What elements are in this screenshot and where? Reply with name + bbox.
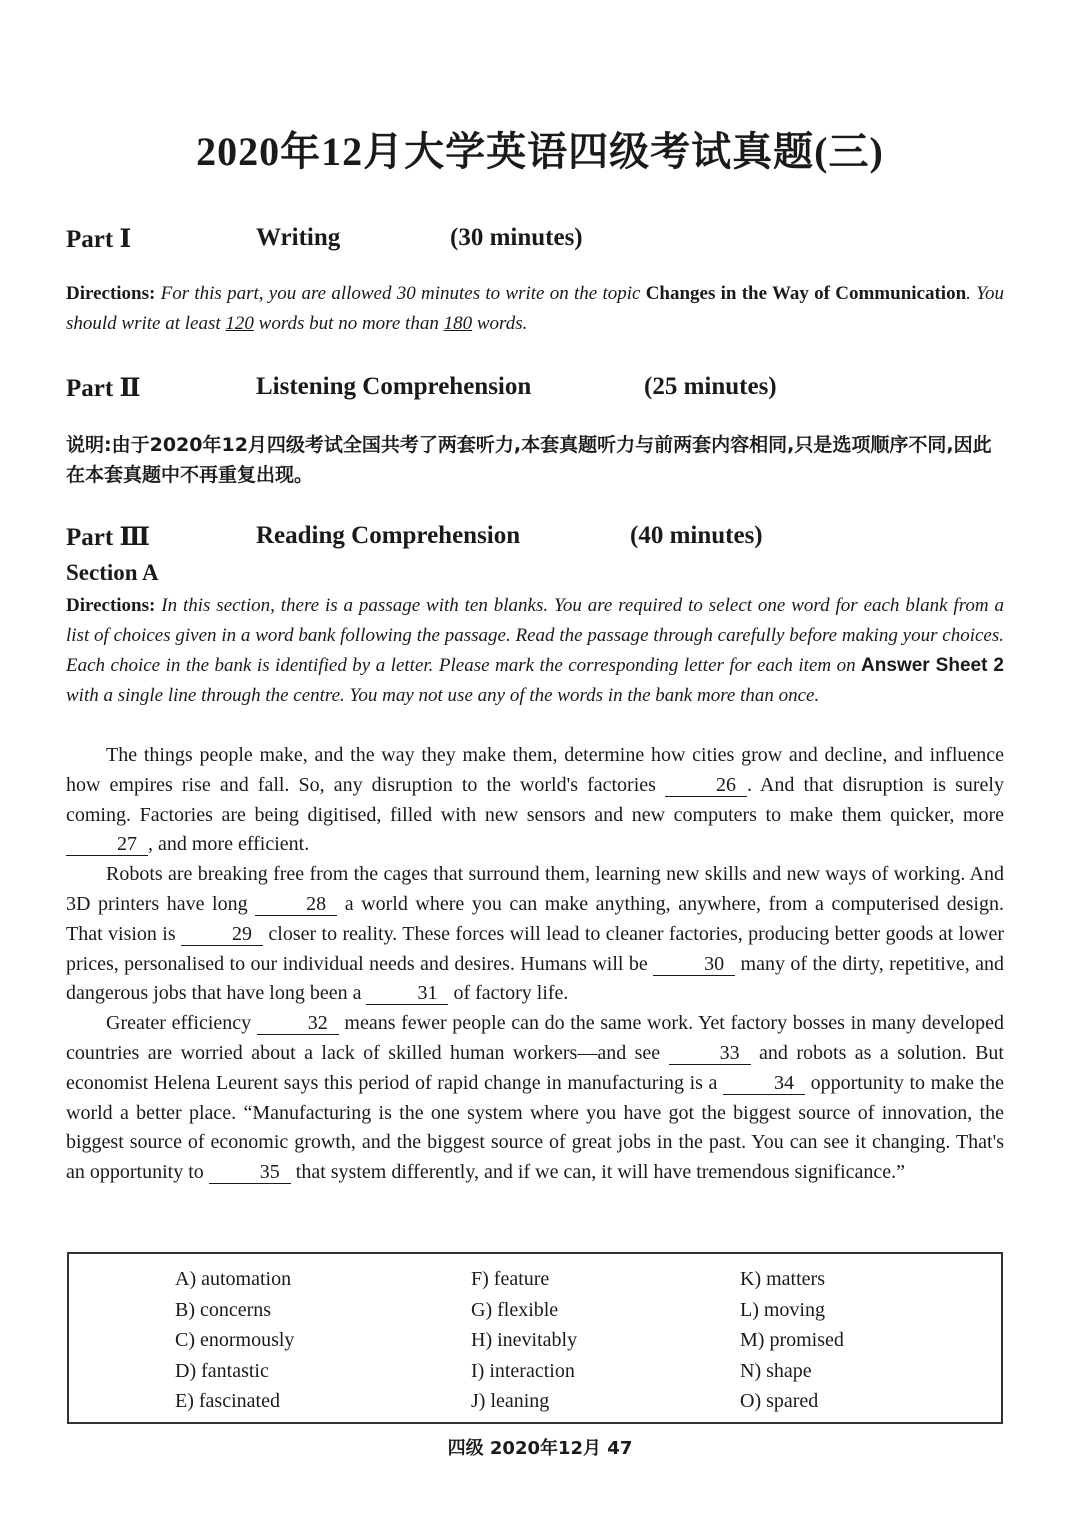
passage-text: of factory life. xyxy=(448,982,569,1005)
part2-time: (25 minutes) xyxy=(644,373,777,400)
blank-34: 34 xyxy=(723,1072,805,1095)
answer-sheet-label: Answer Sheet 2 xyxy=(861,655,1004,676)
part1-name: Writing xyxy=(256,224,341,251)
blank-30: 30 xyxy=(653,953,735,976)
directions-label: Directions: xyxy=(66,283,156,304)
part2-name: Listening Comprehension xyxy=(256,373,532,400)
passage-text: The things people make, and the way they make them, determine how cities grow and decline, and influence how empires rise and fall. So, any disruption to the world's factories xyxy=(66,744,1004,796)
word-option: K) matters xyxy=(740,1268,825,1290)
part2-label: Part Ⅱ xyxy=(66,375,141,402)
directions-text: . You should write at least xyxy=(66,283,1004,334)
word-option: C) enormously xyxy=(175,1329,295,1351)
passage-paragraph xyxy=(66,741,1004,860)
passage-text: . And that disruption is surely coming. Factories are being digitised, filled with new sensors and new computers to make them quicker, more xyxy=(66,773,1004,826)
word-option: M) promised xyxy=(740,1329,844,1351)
reading-passage xyxy=(66,741,1004,1188)
word-option: I) interaction xyxy=(471,1359,575,1382)
blank-29: 29 xyxy=(181,923,263,946)
passage-text: Robots are breaking free from the cages that surround them, learning new skills and new ways of working. And 3D printers have long xyxy=(66,863,1004,915)
passage-text: and robots as a solution. But economist Helena Leurent says this period of rapid change in manufacturing is a xyxy=(66,1041,1004,1094)
page-title: 2020年12月大学英语四级考试真题(三) xyxy=(196,129,884,174)
passage-paragraph xyxy=(66,860,1004,1009)
word-option: B) concerns xyxy=(175,1298,272,1321)
passage-text: that system differently, and if we can, it will have tremendous significance.” xyxy=(290,1161,906,1184)
part1-label: Part Ⅰ xyxy=(66,226,132,253)
directions-label: Directions: xyxy=(66,595,156,616)
word-option: E) fascinated xyxy=(175,1390,280,1412)
word-option: L) moving xyxy=(740,1298,825,1321)
word-option: G) flexible xyxy=(471,1298,559,1321)
blank-26: 26 xyxy=(665,774,747,797)
blank-35: 35 xyxy=(209,1161,291,1184)
max-words: 180 xyxy=(443,313,473,334)
part3-label: Part Ⅲ xyxy=(66,524,150,551)
part1-header xyxy=(66,224,1016,256)
passage-text: , and more efficient. xyxy=(148,833,310,856)
word-bank-column-3 xyxy=(740,1264,844,1417)
part3-time: (40 minutes) xyxy=(630,522,763,549)
part3-directions xyxy=(66,591,1004,711)
directions-text: In this section, there is a passage with ten blanks. You are required to select one word for each blank from a list of choices given in a word bank following the passage. Read the passage through carefully before making your choices. Each choice in the bank is identified by a letter. Please mark the corresponding letter for each item on xyxy=(66,595,1004,676)
passage-text: a world where you can make anything, anywhere, from a computerised design. That vision is xyxy=(66,892,1004,945)
passage-text: many of the dirty, repetitive, and dangerous jobs that have long been a xyxy=(66,952,1004,1005)
blank-32: 32 xyxy=(257,1012,339,1035)
word-bank xyxy=(67,1252,1003,1424)
word-option: A) automation xyxy=(175,1268,292,1290)
word-option: O) spared xyxy=(740,1390,819,1412)
blank-27: 27 xyxy=(66,833,148,856)
passage-text: means fewer people can do the same work. Yet factory bosses in many developed countries are worried about a lack of skilled human workers—and see xyxy=(66,1012,1004,1064)
blank-31: 31 xyxy=(366,982,448,1005)
part2-header xyxy=(66,373,1016,405)
part3-name: Reading Comprehension xyxy=(256,522,521,549)
word-option: H) inevitably xyxy=(471,1329,578,1351)
blank-33: 33 xyxy=(669,1042,751,1065)
word-bank-column-2 xyxy=(471,1264,577,1417)
writing-topic: Changes in the Way of Communication xyxy=(645,283,967,304)
word-option: F) feature xyxy=(471,1268,550,1290)
part2-note: 说明:由于2020年12月四级考试全国共考了两套听力,本套真题听力与前两套内容相同,只是选项顺序不同,因此在本套真题中不再重复出现。 xyxy=(66,434,992,486)
passage-text: Greater efficiency xyxy=(106,1012,257,1035)
directions-text: For this part, you are allowed 30 minutes to write on the topic xyxy=(155,283,646,304)
min-words: 120 xyxy=(225,313,254,334)
part1-directions xyxy=(66,279,1004,339)
word-option: D) fantastic xyxy=(175,1359,269,1382)
page-footer: 四级 2020年12月 47 xyxy=(447,1438,633,1459)
blank-28: 28 xyxy=(255,893,337,916)
section-title: Section A xyxy=(66,560,159,585)
directions-text: words. xyxy=(472,313,528,334)
passage-paragraph xyxy=(66,1009,1004,1188)
word-option: N) shape xyxy=(740,1359,812,1382)
passage-text: closer to reality. These forces will lead to cleaner factories, producing better goods at lower prices, personalised to our individual needs and desires. Humans will be xyxy=(66,922,1004,975)
part1-time: (30 minutes) xyxy=(450,224,583,251)
directions-text: with a single line through the centre. You may not use any of the words in the bank more than once. xyxy=(66,685,820,706)
passage-text: opportunity to make the world a better place. “Manufacturing is the one system where you have got the biggest source of innovation, the biggest source of economic growth, and the biggest source of great jobs in the past. You can see it changing. That's an opportunity to xyxy=(66,1071,1004,1184)
part3-header xyxy=(66,522,1016,554)
word-bank-column-1 xyxy=(175,1264,294,1417)
word-option: J) leaning xyxy=(471,1390,550,1412)
directions-text: words but no more than xyxy=(253,313,444,334)
